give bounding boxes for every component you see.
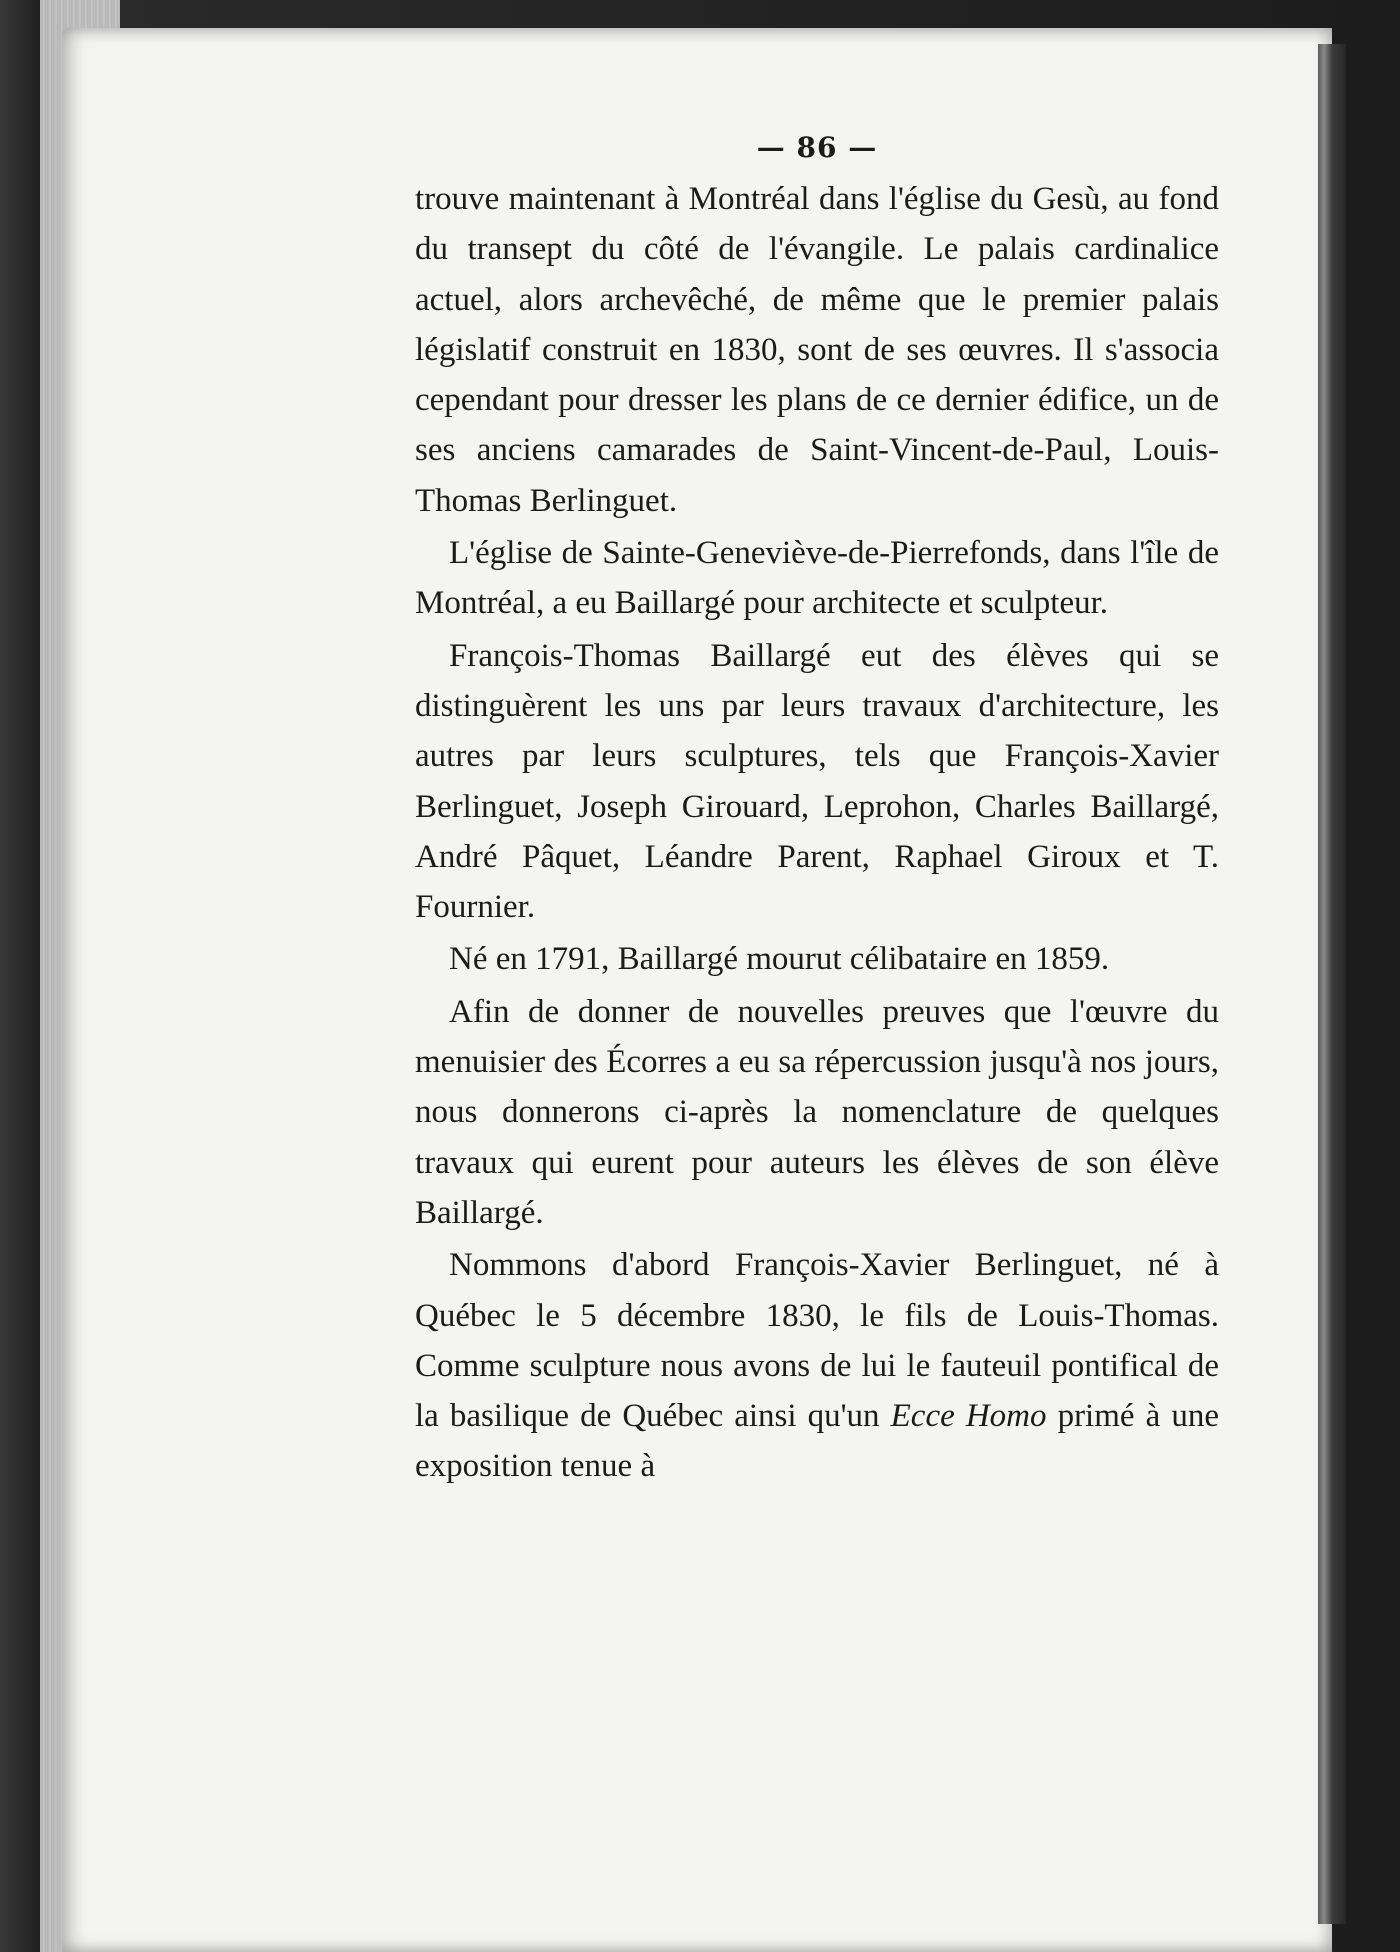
page-text-block xyxy=(415,128,1219,1492)
page-number: — 86 — xyxy=(756,131,878,164)
paragraph-continuation: trouve maintenant à Montréal dans l'église du Gesù, au fond du transept du côté de l'évangile. Le palais cardinalice actuel, alors archevêché, de même que le premier palais législatif construit en 1830, sont de ses œuvres. Il s'associa cependant pour dresser les plans de ce dernier édifice, un de ses anciens camarades de Saint-Vincent-de-Paul, Louis-Thomas Berlinguet. xyxy=(415,181,1219,519)
paragraph-naissance: Né en 1791, Baillargé mourut célibataire en 1859. xyxy=(449,941,1110,978)
paragraph-berlinguet-end: primé à une exposition tenue à xyxy=(415,1398,1219,1485)
paragraph-eleves: François-Thomas Baillargé eut des élèves qui se distinguèrent les uns par leurs travaux d'architecture, les autres par leurs sculptures, tels que François-Xavier Berlinguet, Joseph Girouard, Leprohon, Charles Baillargé, André Pâquet, Léandre Parent, Raphael Giroux et T. Fournier. xyxy=(415,637,1219,926)
paragraph-sainte-genevieve: L'église de Sainte-Geneviève-de-Pierrefonds, dans l'île de Montréal, a eu Baillargé pour architecte et sculpteur. xyxy=(415,535,1219,622)
paragraph-berlinguet-start: Nommons d'abord François-Xavier Berlinguet, né à Québec le 5 décembre 1830, le fils de Louis-Thomas. Comme sculpture nous avons de lui le fauteuil pontifical de la basilique de Québec ainsi qu'un xyxy=(415,1247,1219,1435)
book-spine-shadow xyxy=(1318,44,1346,1924)
paragraph-berlinguet xyxy=(415,1240,1219,1491)
ecce-homo-title: Ecce Homo xyxy=(890,1398,1047,1435)
paragraph-preuves: Afin de donner de nouvelles preuves que l'œuvre du menuisier des Écorres a eu sa répercussion jusqu'à nos jours, nous donnerons ci-après la nomenclature de quelques travaux qui eurent pour auteurs les élèves de son élève Baillargé. xyxy=(415,993,1219,1231)
